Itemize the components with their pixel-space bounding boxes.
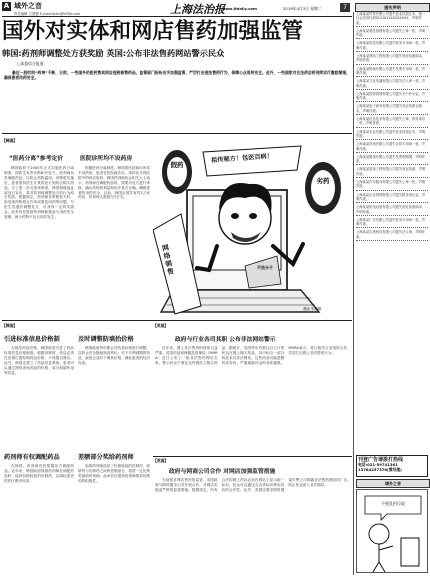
article-body: 韩国政府每年都会对药品价格进行调整，以防止药企随意抬高药价。对于专利到期的药品，政府会及时下调其价格，减轻患者的经济负担。 (78, 346, 150, 365)
article-body: 韩国政府于2000年正式实施医药分离制度，即医生负责诊断和开处方，药剂师负责调配药品，以防止药物滥用。该制度实施后，患者需持医生开具的处方到药店购买药品。为了进一步完善该制度，韩国保健福祉部近日宣布，将对药剂师调整处方的行为给予奖励。根据规定，药剂师在审核处方时，如发现药物相互作用或重复用药等问题，与医生沟通后调整处方，可获得一定的奖励金。此举旨在鼓励药剂师积极参与用药安全管理，减少药物不良反应的发生。 (4, 166, 74, 220)
classified-separator (356, 152, 428, 153)
cartoon-label-online: 网络销售 (161, 243, 175, 277)
editorial-cartoon (153, 138, 351, 316)
issue-date: 2019年4月3日 星期二 (283, 6, 322, 11)
classified-separator (356, 26, 428, 27)
classified-separator (356, 240, 428, 241)
contact-label: 刊登广告请拨打热线 (358, 457, 404, 463)
article-body: 在韩国，药剂师有权根据处方调配药品。近年来，韩国政府鼓励药剂师在调配药品时，选择价格较低的仿制药，以减轻患者的医疗费用负担。 (4, 464, 74, 483)
byline: □本报综合报道 (17, 61, 44, 66)
classified-separator (356, 190, 428, 191)
classified-ad: 上海某某企业管理有限公司遗失税务登记证，声明作废。 (356, 192, 426, 201)
uk-rule (153, 456, 352, 457)
sub-headline: 韩国:药剂师调整处方获奖励 英国:公布非法售药网站警示民众 (2, 48, 225, 58)
section-icon: A (3, 2, 10, 10)
article-body: 近年来，网上非法售药的现象日益严重。英国药品和保健品管理局（MHRA）近日公布了一批非法售药网站名单，警示民众不要在这些网站上购买药品。据统计，英国每年有数以百万计的民众在网上购买药品，其中相当一部分药品来自非法网站，这些药品可能是假药或劣药，严重威胁民众的身体健康。MHRA表示，将与相关行业组织合作，共同打击网上非法售药行为。 (155, 346, 351, 365)
sidebar-footer-header: 域外之音 (356, 479, 430, 488)
lead-rule (2, 133, 352, 134)
article-body: 如果药剂师选择了价格较低的仿制药，原研药与仿制药之间的差额部分，将按一定比例奖励给药剂师。此举旨在提高药剂师推荐仿制药的积极性。 (78, 464, 150, 483)
classified-ad: 上海某某建筑工程有限公司遗失营业执照副本，声明作废。 (356, 54, 426, 63)
contact-phone: 电话:021-59741361 13764257378(黄经理) (358, 462, 402, 472)
classified-separator (356, 76, 428, 77)
classified-ad: 上海某某实业有限公司遗失营业执照正本，声明作废。 (356, 129, 426, 138)
article-title: 引进标准信息价格制 (4, 336, 60, 343)
article-title: 差额部分奖给药剂师 (78, 454, 134, 461)
website: www.jfdaily.com (222, 6, 257, 11)
classified-ad: 上海某某电子商务有限公司遗失营业执照正副本，声明作废。 (356, 104, 422, 113)
article-title: 政府与网商公司合作 对网店加强监管措施 (169, 469, 276, 475)
classified-list (356, 12, 428, 452)
classified-separator (356, 177, 428, 178)
classified-separator (356, 38, 428, 39)
tag-korea: 【韩国】 (2, 138, 18, 143)
section-title: 域外之音 (14, 2, 42, 10)
classified-separator (356, 114, 428, 115)
classified-separator (356, 227, 428, 228)
classified-ad: 上海某某机电设备有限公司遗失营业执照副本，声明作废。 (356, 205, 426, 214)
sidebar-divider (353, 12, 354, 575)
article-title: 政府与行业各司其职 公布非法网站警示 (175, 337, 276, 343)
sidebar-cartoon-caption: 不要乱扔垃圾 (381, 501, 405, 506)
main-headline: 国外对实体和网店售药加强监管 (2, 19, 304, 44)
classified-separator (356, 127, 428, 128)
page-number: 7 (340, 3, 350, 12)
classified-separator (356, 139, 428, 140)
classified-ad: 上海某某信息技术有限公司遗失公章、财务章各一枚，声明作废。 (356, 117, 426, 126)
classified-ad: 上海某某服饰有限公司遗失发票领购簿，声明作废。 (356, 154, 426, 164)
classified-separator (356, 89, 428, 90)
article-title: 药剂师有权调配药品 (4, 454, 60, 461)
section-rule (2, 320, 352, 321)
cartoon-bubble-text: 祖传秘方！包医百病！ (210, 152, 274, 165)
classified-separator (356, 164, 428, 165)
cartoon-credit: 漫画 朱慧卿 (303, 307, 322, 311)
lead-paragraph: 最近一段时间“药神”不断，日前，一些国外的医药售卖网店违规销售药品，监管部门纷纷出手加强监管，严厉打击违法售药行为，保障公众用药安全。此外，一些国家对合法药店药剂师实行激励措施，确保患者用药安全。 (4, 70, 350, 81)
classified-ad: 上海某某装饰工程有限公司遗失营业执照，声明作废。 (356, 167, 426, 176)
classified-separator (356, 202, 428, 203)
newspaper-logo: 上海法治报 (170, 3, 225, 16)
classified-separator (356, 51, 428, 52)
classified-ad: 上海某某咨询有限公司遗失合同专用章一枚，声明作废。 (356, 142, 426, 151)
cartoon-label-fake: 假药 (170, 161, 184, 169)
classified-ad: 上海某某生物科技有限公司遗失法人章，声明作废。 (356, 230, 426, 239)
sidebar-cartoon (356, 489, 428, 573)
classified-ad: 上海某某餐饮管理有限公司遗失公章一枚，声明作废。 (356, 28, 426, 38)
classified-ad: 上海某某文化传播有限公司遗失法人章一枚，声明作废。 (356, 79, 426, 88)
classified-separator (356, 215, 428, 216)
classified-separator (356, 64, 428, 65)
classified-ad: 上海某某贸易有限公司遗失营业执照正本，统一社会信用代码9131011XXXXXXXX，声明作废。 (356, 12, 426, 25)
tag-uk: 【英国】 (153, 458, 169, 463)
sidebar-header: 遗失声明 (355, 3, 430, 12)
tag-korea: 【韩国】 (2, 323, 18, 328)
classified-ad: 上海某某物流有限公司遗失发票专用章一枚，声明作废。 (356, 66, 426, 75)
classified-ad: 上海某某投资管理有限公司遗失开户许可证，声明作废。 (356, 91, 426, 101)
article-body: 为加强对网店售药的监管，英国政府与网络服务公司开展合作，对网店实施更严格的监管措施。根据规定，所有合法的网上药店必须在网站上显示统一标识，民众可以通过点击该标识核实药店的合法性。此外，英国还要求网络搜索引擎公司屏蔽非法售药网站的广告，防止民众误入非法网站。 (155, 478, 351, 492)
cartoon-label-criminal: 不法分子 (257, 265, 273, 270)
classified-ad: 上海某某汽车服务有限公司遗失公章一枚，声明作废。 (356, 180, 426, 189)
article-title: “医药分离”参考定价 (9, 156, 63, 162)
contact-box (356, 455, 428, 477)
article-body: 根据医药分离制度，韩国的医院和诊所均不设药房，患者在医院就诊后，须持处方到医院外的药店取药。韩国药剂师协会相关人士表示，药剂师在调配药品时，需要对处方进行审核，确认药物的剂量和用法是否正确，确保患者的用药安全。目前，韩国全国共有约2万家药店，药剂师人数超过3万名。 (78, 166, 150, 200)
article-title: 及时调整防填抬价格 (78, 336, 134, 343)
article-title: 医院诊所均不设药房 (80, 156, 133, 162)
masthead-rule (2, 16, 352, 17)
editor-info: 责任编辑 王建强 E-mail:hkhc@hfl36.com (14, 12, 81, 16)
classified-ad: 上海某某科技有限公司遗失财务专用章一枚，声明作废。 (356, 41, 426, 50)
classified-separator (356, 101, 428, 102)
classified-ad: 上海某某广告有限公司遗失财务专用章一枚，声明作废。 (356, 217, 426, 227)
tag-uk: 【英国】 (153, 323, 169, 328)
cartoon-label-poor: 劣药 (316, 177, 330, 185)
article-body: 为规范药品价格，韩国政府引进了药品标准信息价格制度。根据该制度，药店必须在显著位置标明药品价格，不得擅自涨价。此外，韩国还建立了药品信息系统，患者可以通过网络查询药品的价格、成分和副作用等信息。 (4, 346, 74, 375)
